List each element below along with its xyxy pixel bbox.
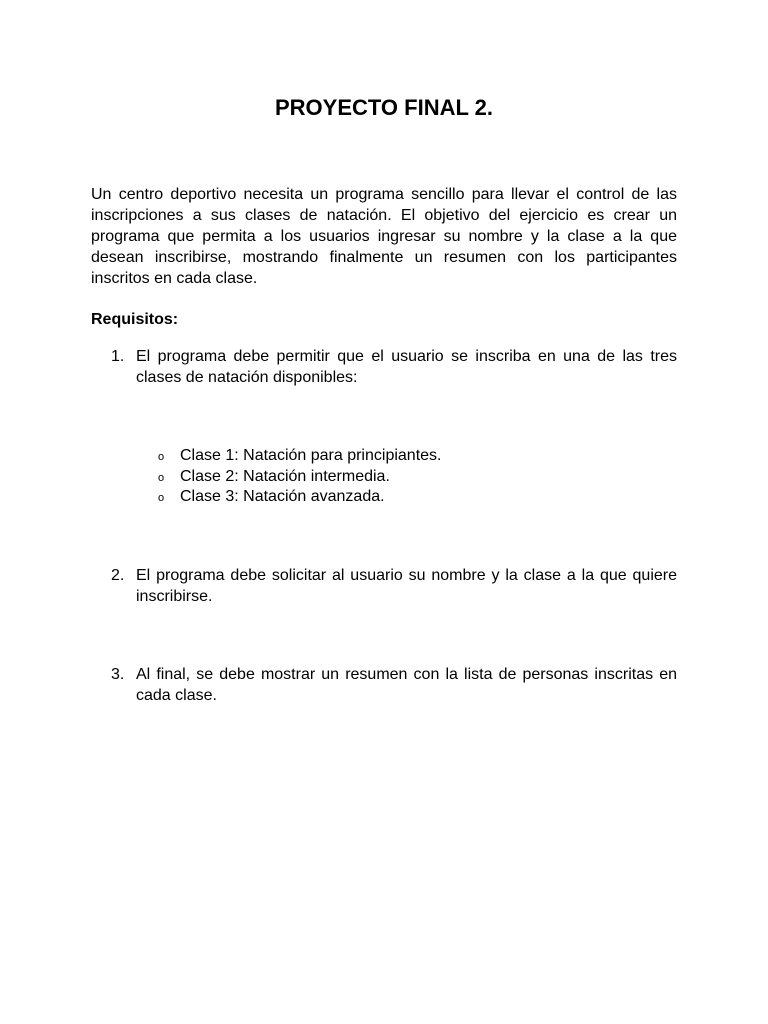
- document-title: PROYECTO FINAL 2.: [274, 95, 493, 120]
- class-label: Clase 2: Natación intermedia.: [180, 467, 390, 485]
- class-label: Clase 3: Natación avanzada.: [180, 488, 385, 505]
- requirement-item-2: [91, 565, 677, 607]
- requirement-text: El programa debe permitir que el usuario se inscriba en una de las tres clases de natación disponibles:: [136, 348, 677, 386]
- circle-bullet-icon: o: [158, 451, 165, 463]
- requirement-text: El programa debe solicitar al usuario su nombre y la clase a la que quiere inscribirse.: [136, 567, 677, 605]
- requirement-text: Al final, se debe mostrar un resumen con la lista de personas inscritas en cada clase.: [136, 666, 677, 704]
- requirement-item-1: [91, 346, 677, 388]
- requirement-number: 1.: [111, 348, 125, 365]
- intro-paragraph: Un centro deportivo necesita un programa sencillo para llevar el control de las inscripciones a sus clases de natación. El objetivo del ejercicio es crear un programa que permita a los usuarios ingresar su nombre y la clase a la que desean inscribirse, mostrando finalmente un resumen con los participantes inscritos en cada clase.: [91, 186, 677, 287]
- requirement-number: 3.: [111, 666, 125, 683]
- class-label: Clase 1: Natación para principiantes.: [180, 447, 442, 464]
- requirement-number: 2.: [111, 567, 125, 584]
- circle-bullet-icon: o: [158, 471, 165, 484]
- requirements-heading: Requisitos:: [91, 311, 179, 328]
- swim-classes-list: [158, 446, 441, 508]
- list-item: [158, 446, 441, 467]
- list-item: [158, 467, 441, 488]
- list-item: [158, 487, 441, 508]
- requirement-item-3: [91, 664, 677, 706]
- circle-bullet-icon: o: [158, 492, 165, 504]
